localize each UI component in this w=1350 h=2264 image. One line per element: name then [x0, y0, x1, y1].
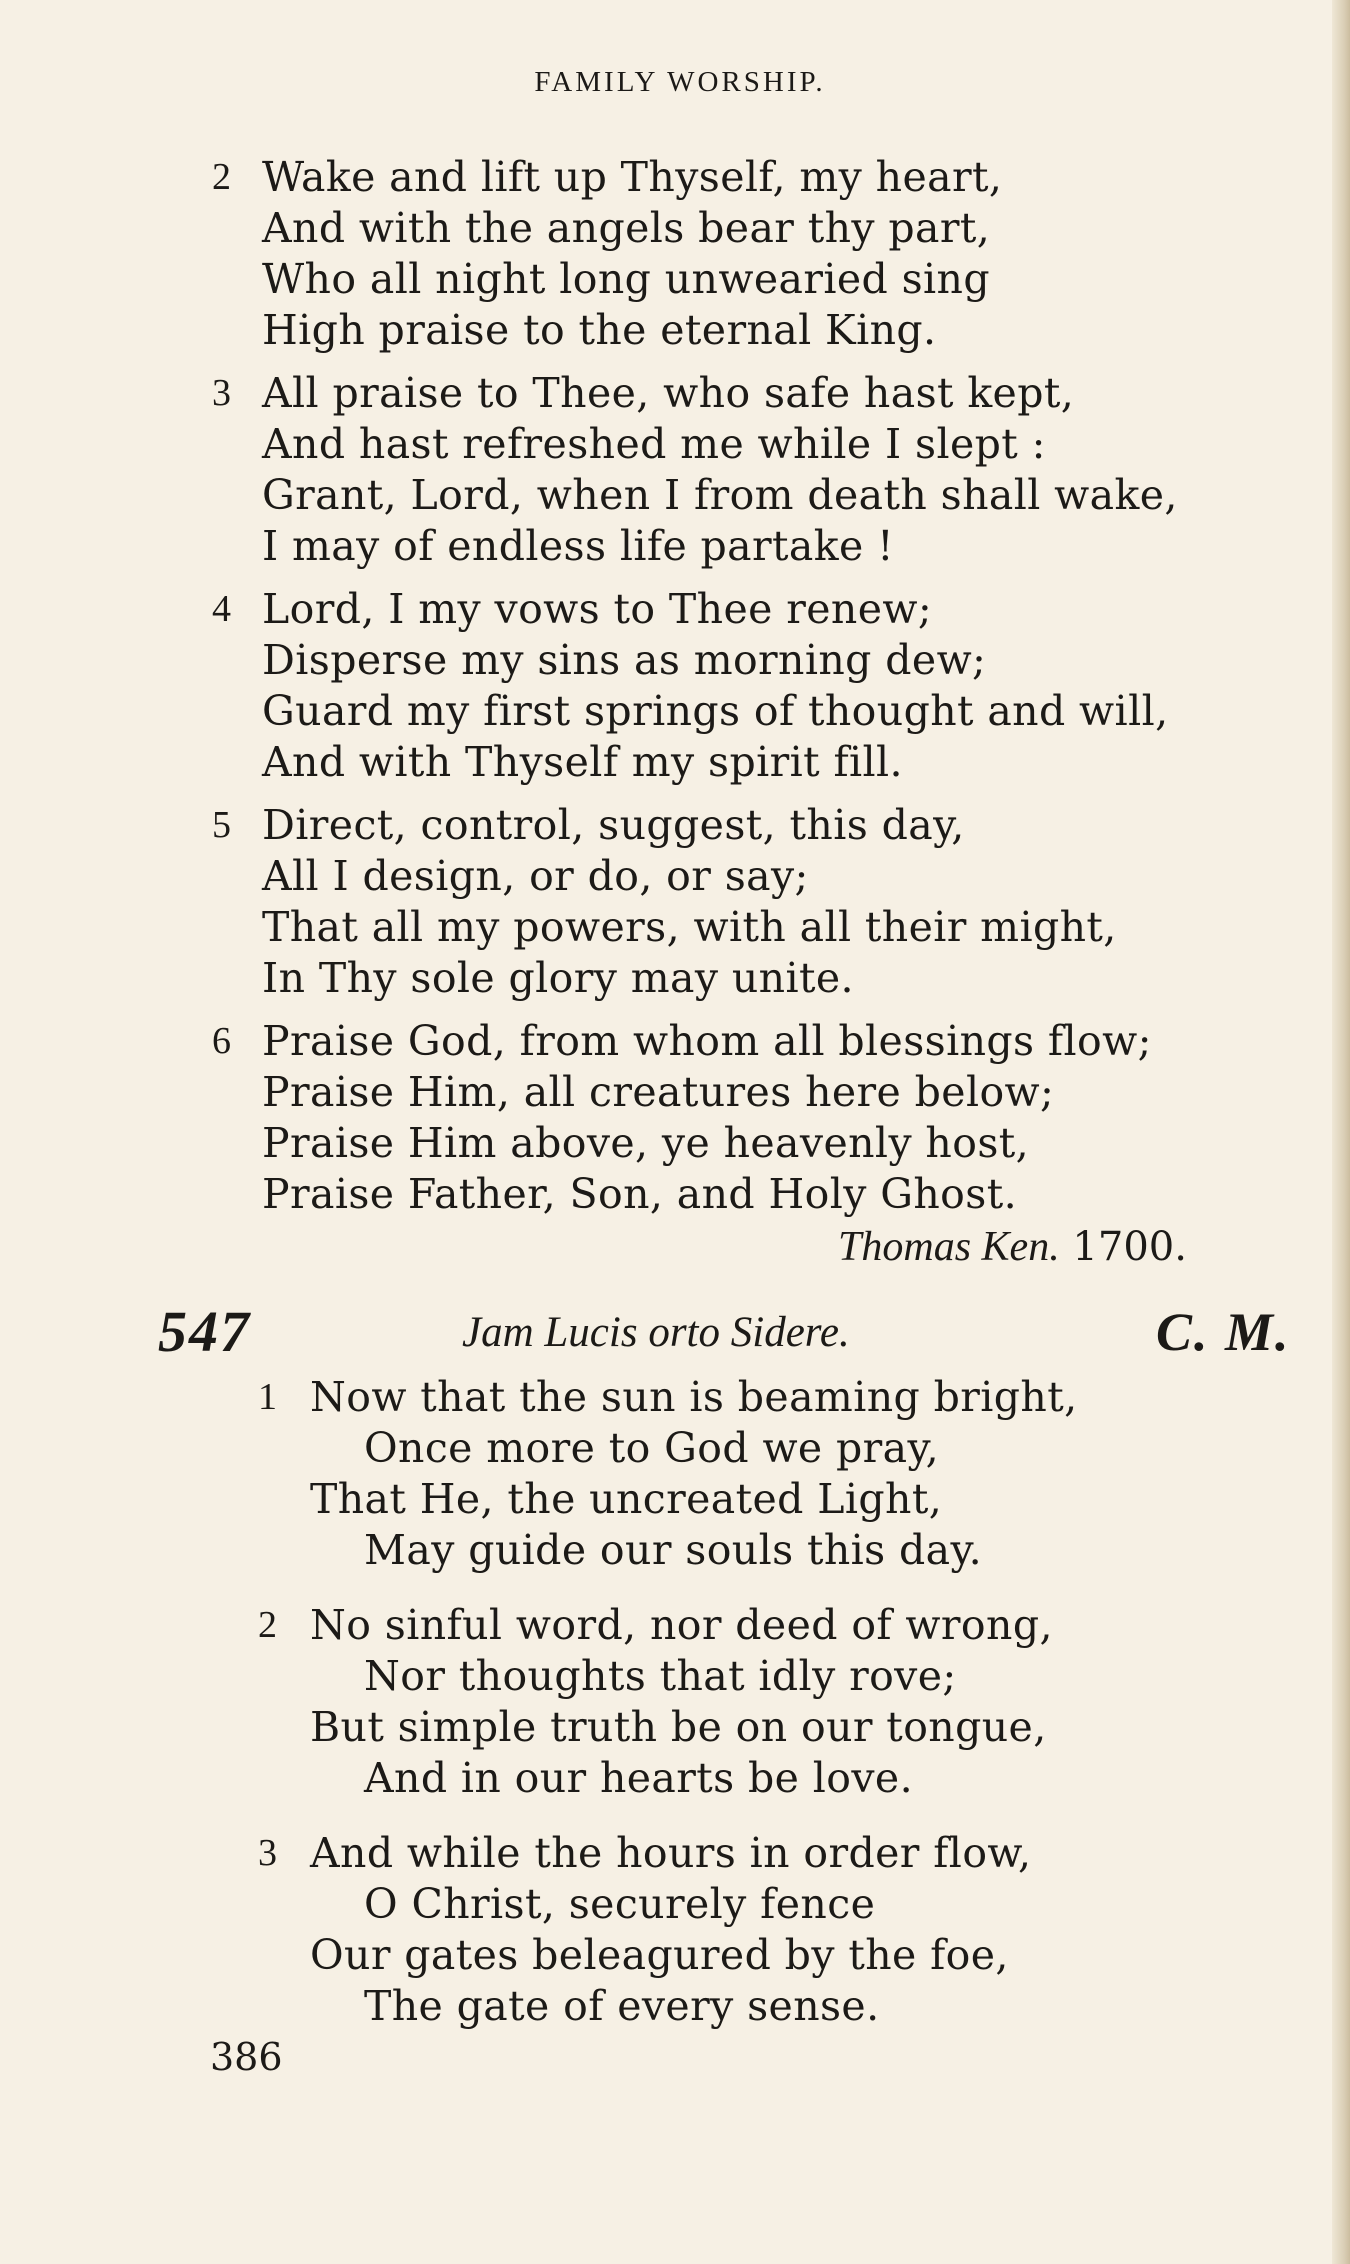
verse-number: 1 [258, 1376, 277, 1418]
attribution-year: 1700. [1072, 1224, 1187, 1270]
verse-line: Direct, control, suggest, this day, [262, 801, 965, 849]
verse-line: Guard my first springs of thought and will, [262, 687, 1169, 735]
verse-line: I may of endless life partake ! [262, 522, 894, 570]
verse-line: All praise to Thee, who safe hast kept, [262, 369, 1075, 417]
verse-line: And hast refreshed me while I slept : [262, 420, 1046, 468]
verse-line: The gate of every sense. [364, 1982, 880, 2030]
running-head: FAMILY WORSHIP. [534, 66, 826, 98]
verse-line: Nor thoughts that idly rove; [364, 1652, 957, 1700]
verse-line: Praise Father, Son, and Holy Ghost. [262, 1170, 1018, 1218]
page-number: 386 [210, 2035, 283, 2079]
verse-line: No sinful word, nor deed of wrong, [310, 1601, 1053, 1649]
hymn-title: Jam Lucis orto Sidere. [462, 1309, 850, 1356]
verse-line: May guide our souls this day. [364, 1526, 983, 1574]
verse-line: That all my powers, with all their might, [262, 903, 1117, 951]
verse-line: Praise Him, all creatures here below; [262, 1068, 1055, 1116]
verse-line: High praise to the eternal King. [262, 306, 937, 354]
verse-line: Lord, I my vows to Thee renew; [262, 585, 933, 633]
verse-number: 6 [212, 1020, 231, 1062]
verse-line: And with Thyself my spirit fill. [262, 738, 903, 786]
page-edge [1332, 0, 1350, 2264]
verse-number: 3 [212, 372, 231, 414]
attribution [838, 1222, 1187, 1272]
hymn-meter: C. M. [1156, 1302, 1291, 1362]
verse-number: 5 [212, 804, 231, 846]
verse-line: Praise God, from whom all blessings flow; [262, 1017, 1152, 1065]
verse-line: O Christ, securely fence [364, 1880, 876, 1928]
hymn-number: 547 [158, 1299, 251, 1364]
verse-line: Our gates beleagured by the foe, [310, 1931, 1009, 1979]
verse-line: And in our hearts be love. [364, 1754, 914, 1802]
verse-number: 2 [212, 156, 231, 198]
verse-line: Disperse my sins as morning dew; [262, 636, 987, 684]
attribution-author: Thomas Ken. [838, 1224, 1060, 1270]
verse-number: 3 [258, 1832, 277, 1874]
verse-line: But simple truth be on our tongue, [310, 1703, 1047, 1751]
verse-line: That He, the uncreated Light, [310, 1475, 943, 1523]
verse-line: Once more to God we pray, [364, 1424, 940, 1472]
verse-number: 4 [212, 588, 231, 630]
verse-line: Now that the sun is beaming bright, [310, 1373, 1078, 1421]
verse-number: 2 [258, 1604, 277, 1646]
verse-line: And with the angels bear thy part, [262, 204, 991, 252]
verse-line: Wake and lift up Thyself, my heart, [262, 153, 1003, 201]
verse-line: In Thy sole glory may unite. [262, 954, 854, 1002]
verse-line: All I design, or do, or say; [262, 852, 809, 900]
verse-line: Grant, Lord, when I from death shall wake, [262, 471, 1178, 519]
verse-line: And while the hours in order flow, [310, 1829, 1032, 1877]
verse-line: Who all night long unwearied sing [262, 255, 990, 303]
verse-line: Praise Him above, ye heavenly host, [262, 1119, 1030, 1167]
